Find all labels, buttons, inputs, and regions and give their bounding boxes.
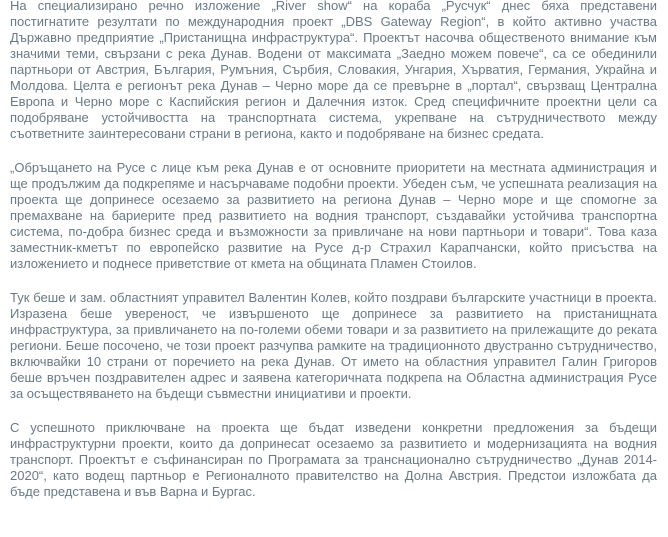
article-paragraph-4: С успешното приключване на проекта ще бъдат изведени конкретни предложения за бъдещи инфраструктурни проекти, които да допринесат осезаемо за развитието и модернизацията на водния транспорт. Проектът е съфинансиран по Програмата за транснационално сътрудничество „Дунав 2014-2020“, като водещ партньор е Регионалното правителство на Долна Австрия. Предстои изложбата да бъде представена и във Варна и Бургас. bbox=[10, 420, 657, 499]
article-paragraph-2: „Обръщането на Русе с лице към река Дунав е от основните приоритети на местната администрация и ще продължим да подкрепяме и насърчаваме подобни проекти. Убеден съм, че успешната реализация на проекта ще допринесе осезаемо за развитието на региона Дунав – Черно море и ще спомогне за премахване на бариерите пред развитието на водния транспорт, създавайки устойчива транспортна система, по-добра бизнес среда и възможности за привличане на нови партньори и товари“. Това каза заместник-кметът по европейско развитие на Русе д-р Страхил Карапчански, който присъства на изложението и поднесе приветствие от кмета на общината Пламен Стоилов. bbox=[10, 160, 657, 271]
article-paragraph-1: На специализирано речно изложение „River show“ на кораба „Русчук“ днес бяха представени постигнатите резултати по международния проект „DBS Gateway Region“, в който активно участва Държавно предприятие „Пристанищна инфраструктура“. Проектът насочва общественото внимание към значими теми, свързани с река Дунав. Водени от максимата „Заедно можем повече“, са се обединили партньори от Австрия, България, Румъния, Сърбия, Словакия, Унгария, Хърватия, Германия, Украйна и Молдова. Целта е регионът река Дунав – Черно море да се превърне в „портал“, свързващ Централна Европа и Черно море с Каспийския регион и Далечния изток. Сред специфичните проектни цели са подобряване устойчивостта на транспортната система, укрепване на сътрудничеството между съответните заинтересовани страни в региона, както и подобряване на бизнес средата. bbox=[10, 0, 657, 141]
article-paragraph-3: Тук беше и зам. областният управител Валентин Колев, който поздрави българските участници в проекта. Изразена беше увереност, че извършеното ще допринесе за развитието на пристанищната инфраструктура, за привличането на по-големи обеми товари и за развитието на прилежащите до реката региони. Беше посочено, че този проект разчупва рамките на традиционното двустранно сътрудничество, включвайки 10 страни от поречието на река Дунав. От името на областния управител Галин Григоров беше връчен поздравителен адрес и заявена категоричната подкрепа на Областна администрация Русе за осъществяването на бъдещи съвместни инициативи и проекти. bbox=[10, 290, 657, 401]
